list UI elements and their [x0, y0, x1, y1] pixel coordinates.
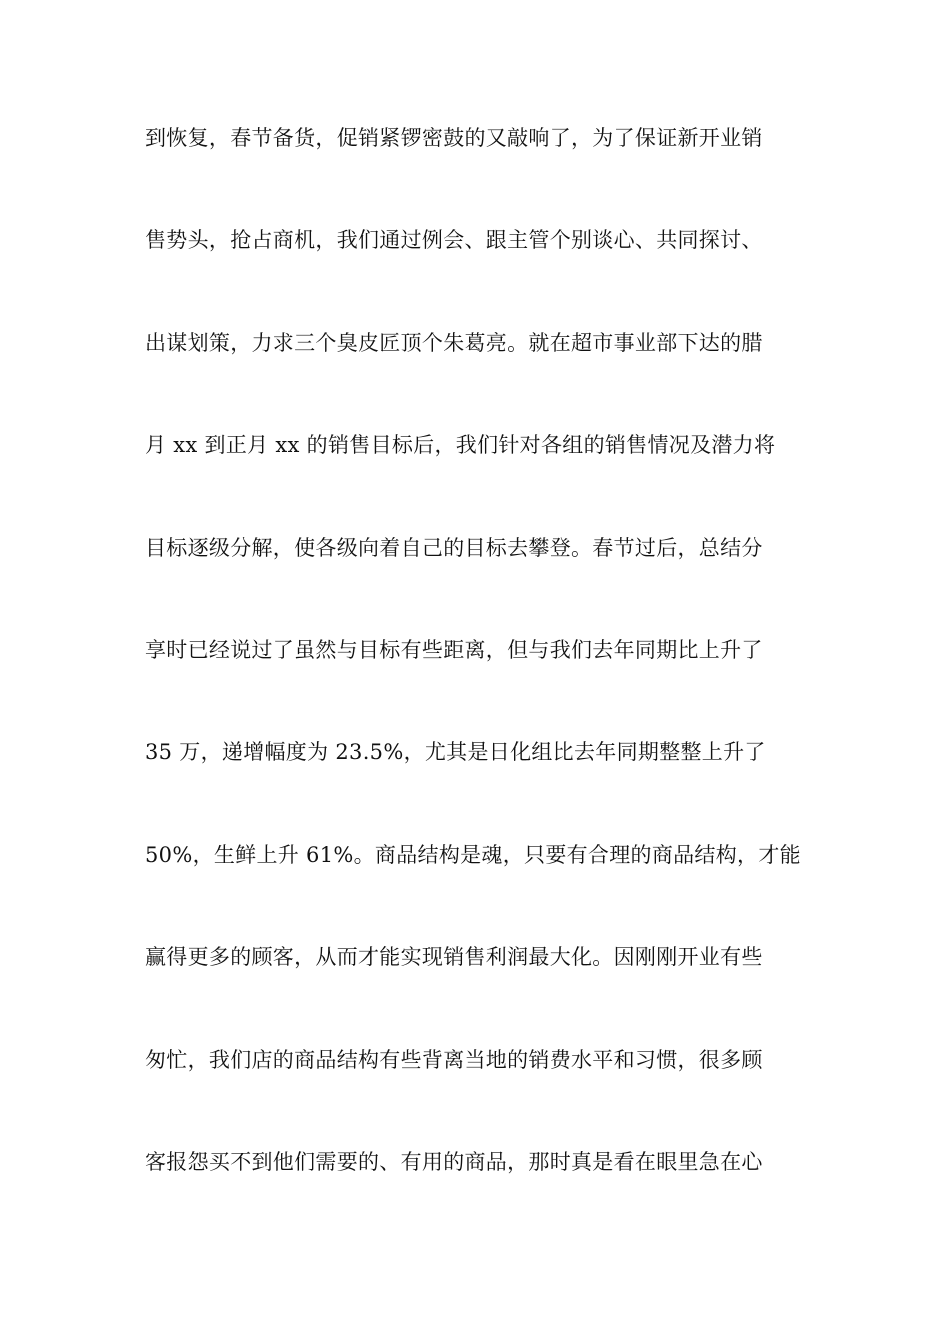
- text-line: 50%，生鲜上升 61%。商品结构是魂，只要有合理的商品结构，才能: [145, 842, 801, 867]
- text-line: 匆忙，我们店的商品结构有些背离当地的销费水平和习惯，很多顾: [145, 1047, 763, 1072]
- body-paragraph: [145, 118, 825, 1244]
- text-line: 到恢复，春节备货，促销紧锣密鼓的又敲响了，为了保证新开业销: [145, 126, 763, 150]
- text-line: 享时已经说过了虽然与目标有些距离，但与我们去年同期比上升了: [145, 637, 763, 662]
- text-line: 目标逐级分解，使各级向着自己的目标去攀登。春节过后，总结分: [145, 535, 763, 560]
- text-line: 客报怨买不到他们需要的、有用的商品，那时真是看在眼里急在心: [145, 1149, 763, 1174]
- text-line: 赢得更多的顾客，从而才能实现销售利润最大化。因刚刚开业有些: [145, 945, 763, 970]
- text-line: 月 xx 到正月 xx 的销售目标后，我们针对各组的销售情况及潜力将: [145, 433, 776, 458]
- text-line: 出谋划策，力求三个臭皮匠顶个朱葛亮。就在超市事业部下达的腊: [145, 330, 763, 355]
- text-line: 售势头，抢占商机，我们通过例会、跟主管个别谈心、共同探讨、: [145, 228, 763, 253]
- text-line: 35 万，递增幅度为 23.5%，尤其是日化组比去年同期整整上升了: [145, 740, 766, 765]
